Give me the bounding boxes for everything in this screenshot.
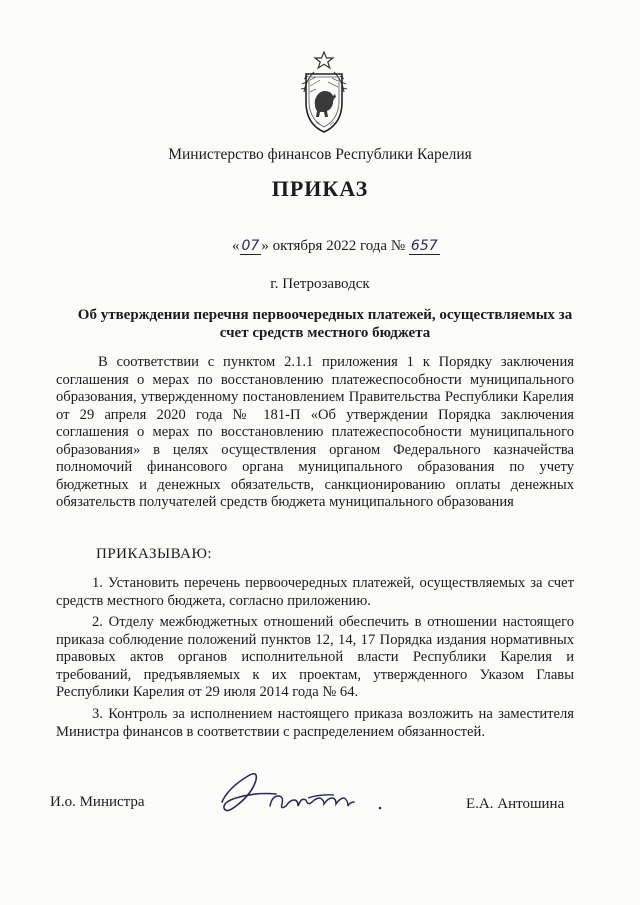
coat-of-arms-emblem [298, 50, 350, 138]
handwritten-day: 07 [241, 238, 260, 254]
city-line: г. Петрозаводск [270, 276, 370, 292]
document-title: ПРИКАЗ [271, 176, 369, 201]
date-number-line [232, 238, 440, 255]
intro-paragraph: В соответствии с пунктом 2.1.1 приложения 1 к Порядку заключения соглашения о мерах по восстановлению платежеспособности муниципального образования, утвержденному постановлением Правительства Республики Карелия от 29 апреля 2020 года № 181-П «Об утверждении Порядка заключения соглашения о мерах по восстановлению платежеспособности муниципального образования» в целях осуществления органом Федерального казначейства полномочий финансового органа муниципального образования по учету бюджетных и денежных обязательств, санкционированию оплаты денежных обязательств получателей средств бюджета муниципального образования [56, 354, 574, 510]
handwritten-number: 657 [410, 238, 438, 254]
signatory-role: И.о. Министра [50, 794, 145, 810]
order-item-1: 1. Установить перечень первоочередных платежей, осуществляемых за счет средств местного бюджета, согласно приложению. [56, 575, 574, 609]
close-quote: » [261, 238, 269, 254]
order-word: ПРИКАЗЫВАЮ: [96, 546, 213, 562]
signatory-name: Е.А. Антошина [466, 796, 565, 812]
order-item-3: 3. Контроль за исполнением настоящего приказа возложить на заместителя Министра финансов в соответствии с распределением обязанностей. [56, 706, 574, 740]
document-subject: Об утверждении перечня первоочередных платежей, осуществляемых за счет средств местного бюджета [77, 307, 573, 341]
handwritten-signature [208, 762, 438, 822]
month-year-label: октября 2022 года № [272, 238, 406, 254]
ministry-name: Министерство финансов Республики Карелия [168, 146, 472, 163]
order-item-2: 2. Отделу межбюджетных отношений обеспечить в отношении настоящего приказа соблюдение положений пунктов 12, 14, 17 Порядка издания нормативных правовых актов органов исполнительной власти Республики Карелия и требований, предъявляемых к их проектам, утвержденного Указом Главы Республики Карелия от 29 июля 2014 года № 64. [56, 614, 574, 700]
open-quote: « [232, 238, 240, 254]
